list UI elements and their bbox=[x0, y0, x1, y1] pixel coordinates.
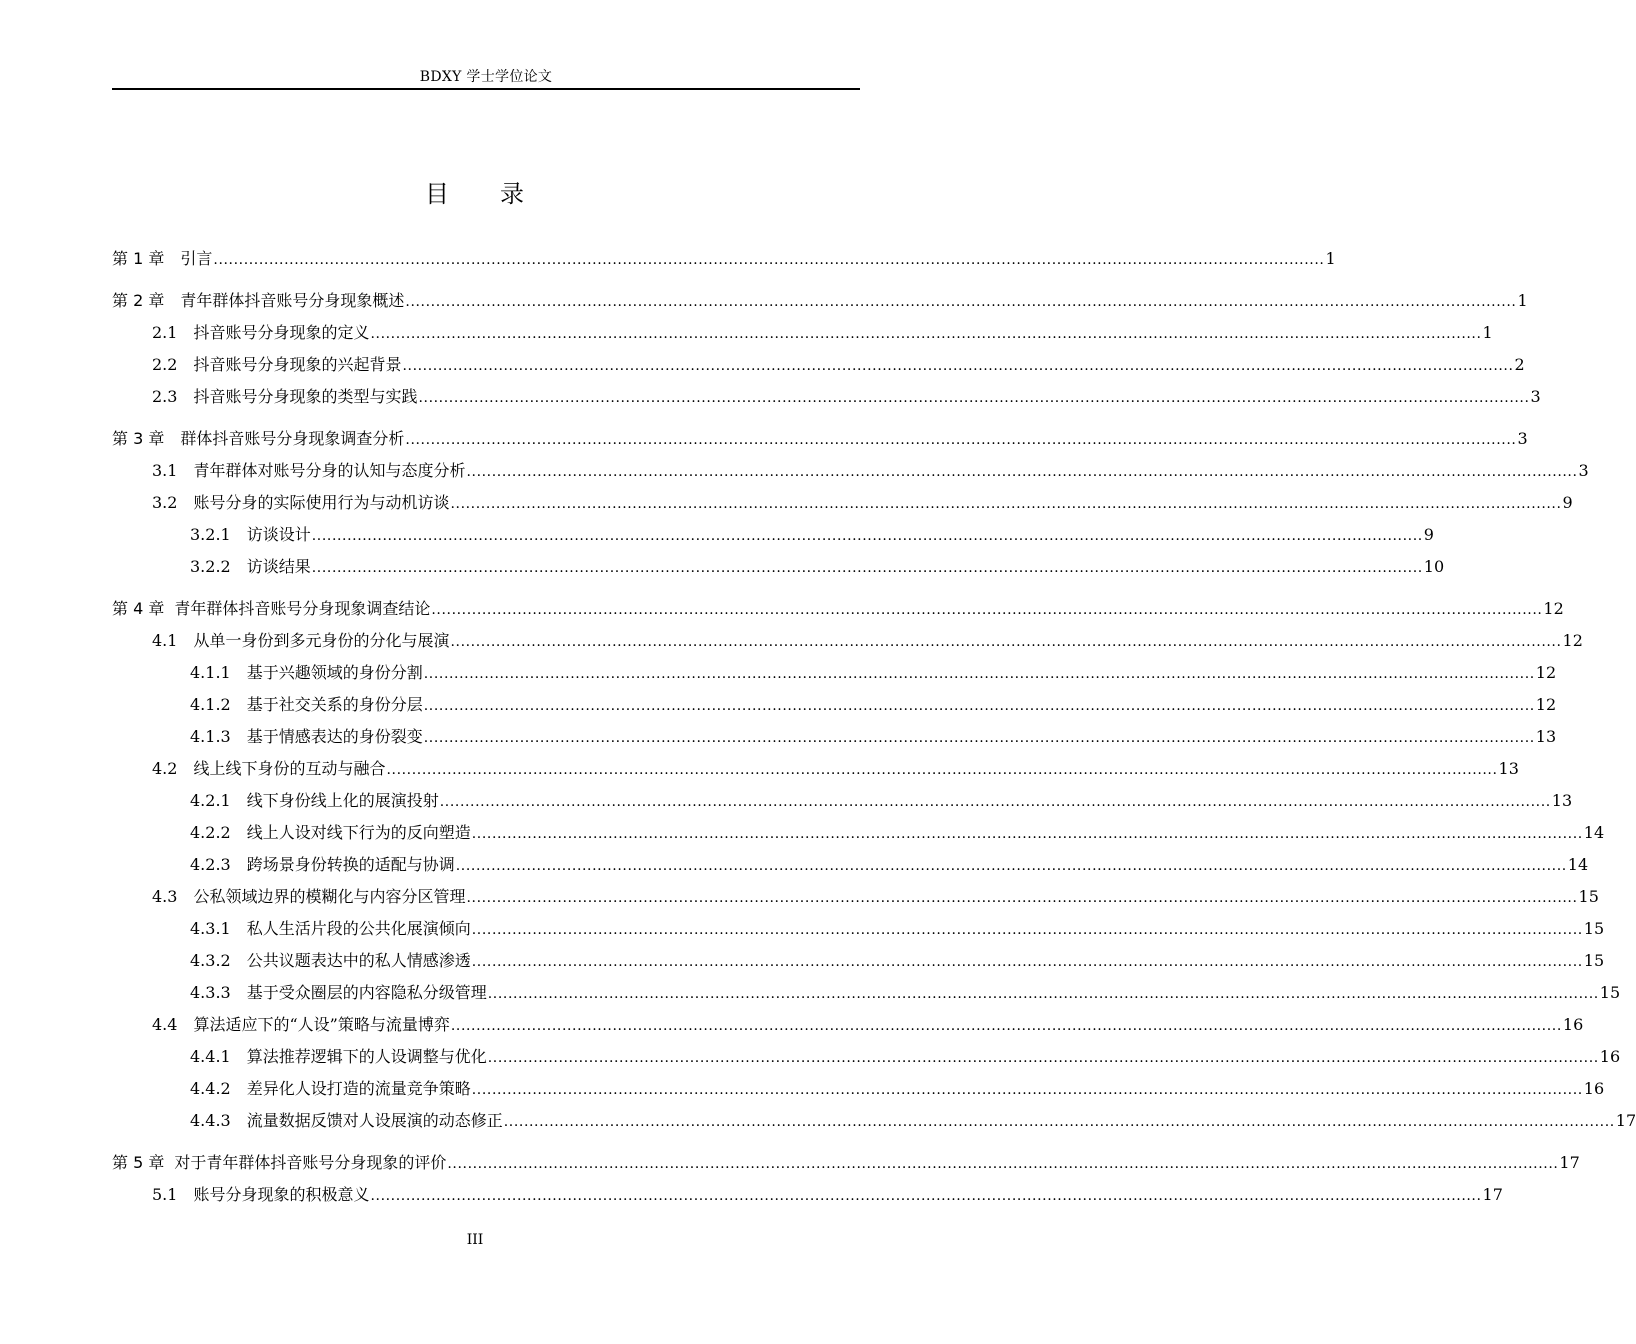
toc-entry-title: 访谈结果 bbox=[246, 557, 311, 576]
toc-entry-title: 抖音账号分身现象的定义 bbox=[193, 323, 370, 342]
toc-entry-gap bbox=[231, 948, 247, 974]
toc-dot-leader: ............................................................................................................................................................................................................................ bbox=[423, 730, 1535, 746]
toc-entry-page: 15 bbox=[1578, 887, 1599, 906]
toc-entry-gap bbox=[231, 1044, 247, 1070]
toc-entry-number: 4.2.3 bbox=[190, 855, 231, 874]
toc-entry-gap bbox=[164, 596, 174, 622]
toc-entry-title: 青年群体对账号分身的认知与态度分析 bbox=[193, 461, 466, 480]
toc-entry-page: 13 bbox=[1551, 791, 1573, 810]
toc-entry-gap bbox=[231, 522, 247, 548]
toc-dot-leader: ............................................................................................................................................................................................................................ bbox=[450, 496, 1562, 512]
toc-entry-page: 1 bbox=[1325, 249, 1336, 268]
page-header bbox=[112, 66, 860, 90]
toc-dot-leader: ............................................................................................................................................................................................................................ bbox=[431, 602, 1543, 618]
toc-dot-leader: ............................................................................................................................................................................................................................ bbox=[447, 1156, 1559, 1172]
toc-entry-number: 4.3 bbox=[152, 887, 178, 906]
page-footer bbox=[0, 1230, 950, 1250]
toc-entry-page: 9 bbox=[1562, 493, 1573, 512]
toc-entry[interactable] bbox=[152, 352, 1525, 378]
toc-entry-title: 青年群体抖音账号分身现象调查结论 bbox=[174, 599, 431, 618]
toc-entry-page: 16 bbox=[1562, 1015, 1584, 1034]
toc-entry-gap bbox=[231, 1108, 247, 1134]
toc-dot-leader: ............................................................................................................................................................................................................................ bbox=[213, 252, 1325, 268]
toc-entry[interactable] bbox=[152, 884, 1599, 910]
toc-entry[interactable] bbox=[190, 522, 1434, 548]
toc-entry-gap bbox=[177, 1012, 193, 1038]
toc-entry-gap bbox=[231, 820, 247, 846]
toc-entry-gap bbox=[177, 884, 193, 910]
toc-entry-title: 账号分身现象的积极意义 bbox=[193, 1185, 370, 1204]
toc-entry[interactable] bbox=[152, 384, 1541, 410]
toc-entry-number: 3.2 bbox=[152, 493, 178, 512]
toc-entry-title: 算法适应下的“人设”策略与流量博弈 bbox=[193, 1015, 450, 1034]
toc-entry-number: 4.1.1 bbox=[190, 663, 231, 682]
toc-entry-gap bbox=[177, 320, 193, 346]
toc-entry-number: 4.2.2 bbox=[190, 823, 231, 842]
toc-entry-number: 4.3.1 bbox=[190, 919, 231, 938]
toc-entry[interactable] bbox=[152, 458, 1589, 484]
toc-dot-leader: ............................................................................................................................................................................................................................ bbox=[370, 1188, 1482, 1204]
toc-entry-gap bbox=[231, 724, 247, 750]
toc-entry-gap bbox=[231, 660, 247, 686]
toc-entry-title: 对于青年群体抖音账号分身现象的评价 bbox=[174, 1153, 447, 1172]
toc-entry[interactable] bbox=[112, 246, 1336, 272]
toc-entry-number: 第 1 章 bbox=[112, 249, 165, 268]
toc-entry-gap bbox=[231, 692, 247, 718]
toc-entry-gap bbox=[164, 246, 180, 272]
toc-dot-leader: ............................................................................................................................................................................................................................ bbox=[311, 528, 1423, 544]
toc-entry-number: 4.4.2 bbox=[190, 1079, 231, 1098]
toc-entry-title: 青年群体抖音账号分身现象概述 bbox=[180, 291, 405, 310]
toc-entry-number: 第 2 章 bbox=[112, 291, 165, 310]
toc-entry-page: 15 bbox=[1599, 983, 1621, 1002]
toc-entry-number: 4.3.2 bbox=[190, 951, 231, 970]
toc-entry-gap bbox=[177, 490, 193, 516]
toc-entry[interactable] bbox=[190, 660, 1557, 686]
toc-entry-title: 算法推荐逻辑下的人设调整与优化 bbox=[246, 1047, 487, 1066]
toc-entry-number: 第 3 章 bbox=[112, 429, 165, 448]
toc-entry-title: 账号分身的实际使用行为与动机访谈 bbox=[193, 493, 450, 512]
toc-dot-leader: ............................................................................................................................................................................................................................ bbox=[311, 560, 1423, 576]
toc-entry-number: 3.1 bbox=[152, 461, 178, 480]
toc-entry[interactable] bbox=[190, 916, 1605, 942]
toc-entry[interactable] bbox=[190, 724, 1557, 750]
toc-entry-title: 引言 bbox=[180, 249, 213, 268]
toc-dot-leader: ............................................................................................................................................................................................................................ bbox=[471, 922, 1583, 938]
toc-dot-leader: ............................................................................................................................................................................................................................ bbox=[439, 794, 1551, 810]
toc-entry-number: 2.3 bbox=[152, 387, 178, 406]
toc-entry-number: 4.1.3 bbox=[190, 727, 231, 746]
toc-dot-leader: ............................................................................................................................................................................................................................ bbox=[423, 666, 1535, 682]
toc-entry[interactable] bbox=[152, 1182, 1503, 1208]
toc-entry-number: 4.4.3 bbox=[190, 1111, 231, 1130]
toc-entry-title: 从单一身份到多元身份的分化与展演 bbox=[193, 631, 450, 650]
toc-dot-leader: ............................................................................................................................................................................................................................ bbox=[405, 432, 1517, 448]
toc-entry-page: 10 bbox=[1423, 557, 1445, 576]
toc-dot-leader: ............................................................................................................................................................................................................................ bbox=[423, 698, 1535, 714]
toc-entry-gap bbox=[231, 980, 247, 1006]
toc-entry[interactable] bbox=[152, 756, 1519, 782]
toc-entry-gap bbox=[164, 426, 180, 452]
toc-entry-title: 线下身份线上化的展演投射 bbox=[246, 791, 439, 810]
toc-entry-gap bbox=[177, 352, 193, 378]
toc-entry-number: 4.2 bbox=[152, 759, 178, 778]
toc-entry-gap bbox=[164, 1150, 174, 1176]
toc-dot-leader: ............................................................................................................................................................................................................................ bbox=[450, 634, 1562, 650]
toc-dot-leader: ............................................................................................................................................................................................................................ bbox=[455, 858, 1567, 874]
toc-entry-page: 17 bbox=[1615, 1111, 1636, 1130]
toc-entry-title: 抖音账号分身现象的兴起背景 bbox=[193, 355, 402, 374]
toc-dot-leader: ............................................................................................................................................................................................................................ bbox=[402, 358, 1514, 374]
toc-entry-number: 3.2.1 bbox=[190, 525, 231, 544]
toc-entry-number: 5.1 bbox=[152, 1185, 178, 1204]
toc-entry-page: 13 bbox=[1535, 727, 1557, 746]
toc-entry-page: 3 bbox=[1530, 387, 1541, 406]
toc-dot-leader: ............................................................................................................................................................................................................................ bbox=[466, 464, 1578, 480]
toc-entry-page: 15 bbox=[1583, 919, 1605, 938]
toc-entry-page: 17 bbox=[1482, 1185, 1503, 1204]
toc-entry-gap bbox=[231, 916, 247, 942]
toc-entry-number: 第 4 章 bbox=[112, 599, 165, 618]
toc-entry[interactable] bbox=[190, 1108, 1636, 1134]
toc-dot-leader: ............................................................................................................................................................................................................................ bbox=[487, 986, 1599, 1002]
toc-dot-leader: ............................................................................................................................................................................................................................ bbox=[418, 390, 1530, 406]
toc-entry[interactable] bbox=[152, 320, 1493, 346]
toc-entry-page: 12 bbox=[1562, 631, 1583, 650]
toc-entry-page: 16 bbox=[1599, 1047, 1621, 1066]
toc-entry-title: 公共议题表达中的私人情感渗透 bbox=[246, 951, 471, 970]
toc-entry[interactable] bbox=[190, 1044, 1621, 1070]
toc-dot-leader: ............................................................................................................................................................................................................................ bbox=[386, 762, 1498, 778]
toc-entry-page: 9 bbox=[1423, 525, 1434, 544]
toc-entry-page: 14 bbox=[1583, 823, 1605, 842]
toc-entry-gap bbox=[231, 554, 247, 580]
toc-entry[interactable] bbox=[190, 820, 1605, 846]
toc-entry[interactable] bbox=[190, 1076, 1605, 1102]
toc-entry-gap bbox=[231, 852, 247, 878]
toc-dot-leader: ............................................................................................................................................................................................................................ bbox=[466, 890, 1578, 906]
toc-entry-title: 私人生活片段的公共化展演倾向 bbox=[246, 919, 471, 938]
toc-entry-page: 12 bbox=[1535, 695, 1557, 714]
toc-entry-page: 12 bbox=[1535, 663, 1557, 682]
toc-entry-page: 12 bbox=[1543, 599, 1564, 618]
toc-entry-page: 15 bbox=[1583, 951, 1605, 970]
toc-entry-number: 4.2.1 bbox=[190, 791, 231, 810]
toc-entry-title: 线上线下身份的互动与融合 bbox=[193, 759, 386, 778]
toc-dot-leader: ............................................................................................................................................................................................................................ bbox=[405, 294, 1517, 310]
toc-entry-title: 流量数据反馈对人设展演的动态修正 bbox=[246, 1111, 503, 1130]
toc-entry-gap bbox=[177, 1182, 193, 1208]
toc-entry-gap bbox=[177, 756, 193, 782]
toc-entry-title: 基于兴趣领域的身份分割 bbox=[246, 663, 423, 682]
toc-entry-number: 3.2.2 bbox=[190, 557, 231, 576]
toc-entry-title: 差异化人设打造的流量竞争策略 bbox=[246, 1079, 471, 1098]
toc-entry[interactable] bbox=[190, 948, 1605, 974]
toc-entry-number: 4.4.1 bbox=[190, 1047, 231, 1066]
toc-entry-gap bbox=[177, 628, 193, 654]
toc-entry-number: 4.1 bbox=[152, 631, 178, 650]
toc-entry-title: 抖音账号分身现象的类型与实践 bbox=[193, 387, 418, 406]
toc-entry-page: 1 bbox=[1482, 323, 1493, 342]
toc-dot-leader: ............................................................................................................................................................................................................................ bbox=[503, 1114, 1615, 1130]
toc-entry[interactable] bbox=[112, 596, 1564, 622]
toc-entry[interactable] bbox=[112, 1150, 1580, 1176]
toc-dot-leader: ............................................................................................................................................................................................................................ bbox=[471, 954, 1583, 970]
toc-entry-title: 线上人设对线下行为的反向塑造 bbox=[246, 823, 471, 842]
header-text: BDXY 学士学位论文 bbox=[419, 69, 553, 85]
toc-entry-page: 3 bbox=[1578, 461, 1589, 480]
toc-entry-gap bbox=[164, 288, 180, 314]
toc-entry[interactable] bbox=[190, 788, 1573, 814]
toc-dot-leader: ............................................................................................................................................................................................................................ bbox=[471, 1082, 1583, 1098]
toc-entry[interactable] bbox=[190, 980, 1621, 1006]
toc-entry[interactable] bbox=[152, 628, 1583, 654]
toc-entry[interactable] bbox=[152, 490, 1573, 516]
toc-entry-title: 基于社交关系的身份分层 bbox=[246, 695, 423, 714]
toc-entry-number: 2.1 bbox=[152, 323, 178, 342]
toc-entry-title: 公私领域边界的模糊化与内容分区管理 bbox=[193, 887, 466, 906]
toc-entry-number: 4.4 bbox=[152, 1015, 178, 1034]
toc-dot-leader: ............................................................................................................................................................................................................................ bbox=[370, 326, 1482, 342]
toc-entry-page: 2 bbox=[1514, 355, 1525, 374]
toc-title: 目 录 bbox=[425, 180, 525, 208]
toc-dot-leader: ............................................................................................................................................................................................................................ bbox=[471, 826, 1583, 842]
toc-entry-title: 跨场景身份转换的适配与协调 bbox=[246, 855, 455, 874]
toc-entry-number: 4.1.2 bbox=[190, 695, 231, 714]
toc-entry[interactable] bbox=[190, 852, 1589, 878]
toc-entry[interactable] bbox=[190, 554, 1445, 580]
toc-entry-gap bbox=[231, 1076, 247, 1102]
toc-entry[interactable] bbox=[190, 692, 1557, 718]
toc-entry-title: 群体抖音账号分身现象调查分析 bbox=[180, 429, 405, 448]
toc-entry-page: 13 bbox=[1498, 759, 1519, 778]
page-number: III bbox=[466, 1232, 484, 1248]
toc-entry-gap bbox=[177, 384, 193, 410]
toc-dot-leader: ............................................................................................................................................................................................................................ bbox=[450, 1018, 1562, 1034]
toc-entry-page: 14 bbox=[1567, 855, 1589, 874]
toc-dot-leader: ............................................................................................................................................................................................................................ bbox=[487, 1050, 1599, 1066]
toc-entry-page: 1 bbox=[1517, 291, 1528, 310]
toc-entry-title: 基于情感表达的身份裂变 bbox=[246, 727, 423, 746]
toc-entry-title: 访谈设计 bbox=[246, 525, 311, 544]
toc-entry-page: 16 bbox=[1583, 1079, 1605, 1098]
toc-entry[interactable] bbox=[112, 426, 1528, 452]
toc-entry-page: 17 bbox=[1559, 1153, 1580, 1172]
toc-entry-gap bbox=[231, 788, 247, 814]
toc-entry-number: 2.2 bbox=[152, 355, 178, 374]
toc-entry-number: 4.3.3 bbox=[190, 983, 231, 1002]
toc-entry-title: 基于受众圈层的内容隐私分级管理 bbox=[246, 983, 487, 1002]
toc-entry[interactable] bbox=[112, 288, 1528, 314]
toc-entry-page: 3 bbox=[1517, 429, 1528, 448]
toc-entry-number: 第 5 章 bbox=[112, 1153, 165, 1172]
toc-entry-gap bbox=[177, 458, 193, 484]
toc-entry[interactable] bbox=[152, 1012, 1584, 1038]
